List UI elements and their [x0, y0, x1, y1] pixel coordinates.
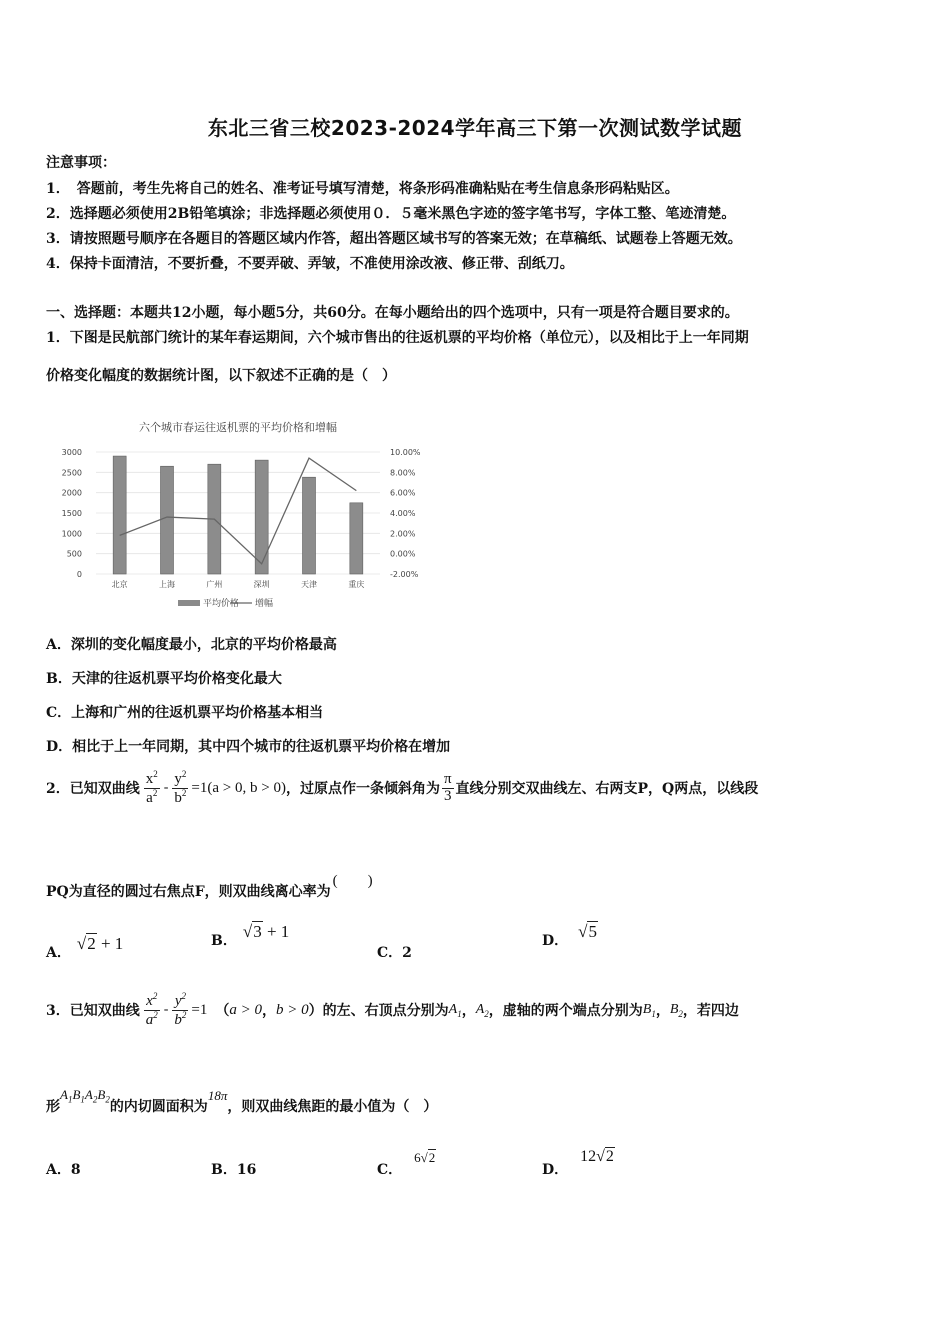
legend-label: 平均价格: [203, 599, 240, 609]
chart-grid: [96, 452, 380, 574]
q3-line2-a: 形: [46, 1099, 60, 1115]
right-tick-label: 6.00%: [390, 488, 416, 498]
notice-heading: 注意事项：: [46, 155, 116, 171]
chart-title: 六个城市春运往返机票的平均价格和增幅: [139, 421, 337, 434]
notice-item: 3．请按照题号顺序在各题目的答题区域内作答，超出答题区域书写的答案无效；在草稿纸、试题卷上答题无效。: [46, 231, 742, 247]
chart-bar: [113, 456, 126, 574]
growth-line: [120, 458, 357, 564]
q2-suffix: 直线分别交双曲线左、右两支P，Q两点，以线段: [455, 781, 759, 798]
x-tick-label: 重庆: [348, 580, 365, 589]
notice-item: 1． 答题前，考生先将自己的姓名、准考证号填写清楚，将条形码准确粘贴在考生信息条形码粘贴区。: [46, 181, 679, 197]
option-label: A．: [46, 945, 71, 961]
q3-stem-line1: [46, 992, 739, 1029]
q3-text2: ，虚轴的两个端点分别为: [488, 1003, 643, 1020]
right-tick-label: 2.00%: [390, 529, 416, 539]
page-title: 东北三省三校2023-2024学年高三下第一次测试数学试题: [207, 116, 743, 140]
chart-svg: [48, 412, 438, 617]
option-label: B．: [211, 933, 237, 949]
q2-option-b[interactable]: [211, 922, 290, 950]
q3-option-b[interactable]: [211, 1159, 256, 1179]
legend-label: 增幅: [255, 599, 274, 609]
option-label: C．: [377, 945, 403, 961]
q2-paren: ( ): [332, 873, 373, 889]
q3-comma: ，: [262, 1003, 277, 1020]
chart-bar: [161, 466, 174, 574]
q3-stem-line2: [46, 1087, 438, 1115]
q2-minus: -: [163, 780, 169, 796]
x-tick-label: 天津: [301, 580, 317, 589]
q3-a1: $A_1$: [448, 1001, 462, 1019]
q1-chart: [48, 412, 438, 617]
option-label: D．: [542, 933, 569, 949]
left-tick-label: 2000: [61, 488, 82, 498]
q3-comma: ，: [461, 1003, 476, 1020]
q2-frac-y: $\frac{y^2}{b^2}$: [174, 769, 187, 806]
chart-bar: [255, 460, 268, 574]
left-tick-label: 500: [66, 549, 82, 559]
q2-option-b-value: √3 + 1: [242, 922, 290, 941]
q2-option-d[interactable]: [542, 922, 598, 950]
q3-cond1: a > 0: [229, 1001, 263, 1018]
q3-a2: $A_2$: [475, 1001, 489, 1019]
chart-bars: [113, 456, 363, 574]
q1-option-d[interactable]: D．相比于上一年同期，其中四个城市的往返机票平均价格在增加: [46, 739, 451, 755]
chart-left-axis: [62, 448, 82, 579]
q1-stem-line2: 价格变化幅度的数据统计图，以下叙述不正确的是（ ）: [46, 368, 396, 384]
q3-option-c[interactable]: [377, 1150, 436, 1179]
q3-text3: ，若四边: [682, 1003, 739, 1020]
option-value: 2: [402, 945, 412, 961]
q2-option-c[interactable]: [377, 942, 412, 962]
q3-option-a[interactable]: [46, 1159, 81, 1179]
q3-minus: -: [163, 1002, 169, 1018]
x-tick-label: 上海: [159, 580, 175, 589]
legend-bar-swatch: [178, 600, 200, 606]
q3-frac-x: $\frac{x^2}{a^2}$: [145, 991, 158, 1028]
chart-right-axis: [390, 448, 421, 579]
q3-prefix: 3．已知双曲线: [46, 1003, 140, 1020]
section-heading: 一、选择题：本题共12小题，每小题5分，共60分。在每小题给出的四个选项中，只有一项是符合题目要求的。: [46, 305, 739, 321]
q3-eq: =1: [191, 1001, 208, 1018]
q1-option-c[interactable]: C．上海和广州的往返机票平均价格基本相当: [46, 705, 324, 721]
q3-area: 18π: [207, 1088, 228, 1103]
q2-line2: PQ为直径的圆过右焦点F，则双曲线离心率为: [46, 884, 331, 900]
q3-text1: ）的左、右顶点分别为: [308, 1003, 449, 1020]
q3-comma: ，: [655, 1003, 670, 1020]
option-value: 8: [70, 1162, 81, 1178]
option-label: D．: [542, 1162, 569, 1178]
option-label: A．: [46, 1162, 71, 1178]
q1-stem-line1: 1．下图是民航部门统计的某年春运期间，六个城市售出的往返机票的平均价格（单位元），以及相比于上一年同期: [46, 330, 749, 346]
q3-line2-c: ，则双曲线焦距的最小值为（ ）: [227, 1099, 438, 1115]
chart-legend: [178, 597, 273, 609]
q3-b2: $B_2$: [669, 1001, 683, 1019]
q3-open-paren: （: [215, 1003, 230, 1020]
q2-prefix: 2．已知双曲线: [46, 781, 140, 798]
q3-cond2: b > 0: [276, 1001, 309, 1018]
q3-option-d-value: 12√2: [580, 1148, 614, 1165]
left-tick-label: 3000: [61, 448, 82, 457]
q3-quad: $A_1B_1A_2B_2$: [60, 1087, 110, 1105]
right-tick-label: -2.00%: [390, 570, 419, 579]
q2-option-a-value: √2 + 1: [76, 934, 124, 953]
right-tick-label: 0.00%: [390, 549, 416, 559]
q1-option-b[interactable]: B．天津的往返机票平均价格变化最大: [46, 671, 282, 687]
q2-stem-line1: [46, 770, 758, 807]
q3-b1: $B_1$: [642, 1001, 656, 1019]
q1-option-a[interactable]: A．深圳的变化幅度最小，北京的平均价格最高: [46, 637, 337, 653]
right-tick-label: 10.00%: [390, 448, 421, 457]
right-tick-label: 4.00%: [390, 509, 416, 518]
q2-stem-line2: [46, 869, 373, 901]
left-tick-label: 0: [76, 570, 82, 579]
x-tick-label: 北京: [111, 580, 128, 589]
notice-item: 2．选择题必须使用2B铅笔填涂；非选择题必须使用０．５毫米黑色字迹的签字笔书写，字体工整、笔迹清楚。: [46, 206, 736, 222]
q3-option-d[interactable]: [542, 1148, 615, 1179]
chart-x-axis: [112, 579, 365, 589]
chart-bar: [350, 503, 363, 574]
q3-frac-y: $\frac{y^2}{b^2}$: [174, 991, 187, 1028]
q2-option-d-value: √5: [578, 922, 597, 941]
x-tick-label: 广州: [206, 580, 223, 589]
chart-line: [120, 458, 357, 564]
q3-option-c-value: 6√2: [414, 1150, 436, 1165]
x-tick-label: 深圳: [253, 580, 270, 589]
left-tick-label: 2500: [61, 468, 82, 478]
option-value: 16: [236, 1162, 257, 1178]
q2-angle-frac: $\frac{\pi}{3}$: [443, 771, 452, 804]
left-tick-label: 1000: [61, 529, 82, 539]
option-label: B．: [211, 1162, 237, 1178]
q3-line2-b: 的内切圆面积为: [109, 1099, 208, 1115]
notice-item: 4．保持卡面清洁，不要折叠，不要弄破、弄皱，不准使用涂改液、修正带、刮纸刀。: [46, 256, 574, 272]
option-label: C．: [377, 1162, 403, 1178]
right-tick-label: 8.00%: [390, 468, 416, 478]
q2-frac-x: $\frac{x^2}{a^2}$: [145, 769, 158, 806]
q2-middle: ，过原点作一条倾斜角为: [285, 781, 440, 798]
q2-eq-tail: =1(a > 0, b > 0): [191, 779, 286, 796]
q2-option-a[interactable]: [46, 930, 123, 962]
chart-bar: [303, 477, 316, 574]
left-tick-label: 1500: [61, 509, 82, 518]
